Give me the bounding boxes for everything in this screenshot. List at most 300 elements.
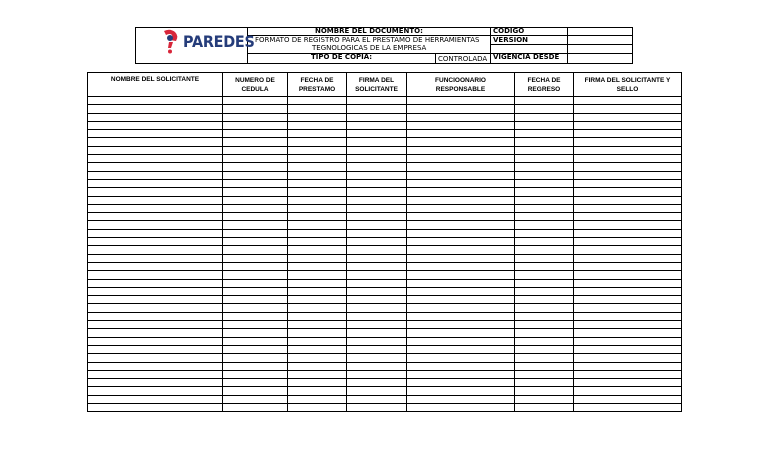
table-row	[88, 188, 682, 196]
table-cell	[407, 105, 515, 113]
table-cell	[88, 229, 223, 237]
table-cell	[515, 246, 574, 254]
table-cell	[515, 188, 574, 196]
table-cell	[574, 271, 682, 279]
table-cell	[407, 204, 515, 212]
table-cell	[347, 403, 407, 411]
table-cell	[88, 395, 223, 403]
table-cell	[223, 179, 288, 187]
col-fecha-prestamo: FECHA DE PRESTAMO	[288, 73, 347, 97]
table-cell	[407, 329, 515, 337]
table-cell	[288, 304, 347, 312]
table-row	[88, 246, 682, 254]
table-cell	[407, 379, 515, 387]
table-cell	[574, 204, 682, 212]
table-cell	[347, 121, 407, 129]
table-cell	[88, 345, 223, 353]
table-cell	[347, 188, 407, 196]
table-cell	[88, 379, 223, 387]
table-cell	[515, 321, 574, 329]
table-cell	[515, 271, 574, 279]
table-cell	[288, 105, 347, 113]
table-cell	[515, 337, 574, 345]
table-cell	[347, 287, 407, 295]
table-cell	[407, 146, 515, 154]
table-cell	[223, 171, 288, 179]
table-cell	[515, 171, 574, 179]
table-cell	[88, 354, 223, 362]
table-cell	[223, 304, 288, 312]
table-cell	[223, 271, 288, 279]
table-cell	[223, 246, 288, 254]
table-cell	[515, 97, 574, 105]
table-cell	[407, 238, 515, 246]
table-cell	[288, 345, 347, 353]
table-cell	[574, 304, 682, 312]
table-row	[88, 370, 682, 378]
table-cell	[88, 296, 223, 304]
table-cell	[223, 155, 288, 163]
table-row	[88, 395, 682, 403]
table-cell	[347, 370, 407, 378]
table-cell	[407, 229, 515, 237]
table-cell	[347, 204, 407, 212]
table-cell	[88, 155, 223, 163]
table-cell	[223, 312, 288, 320]
table-cell	[288, 146, 347, 154]
table-cell	[347, 362, 407, 370]
table-cell	[515, 229, 574, 237]
table-row	[88, 213, 682, 221]
table-cell	[288, 130, 347, 138]
table-cell	[288, 97, 347, 105]
table-cell	[223, 337, 288, 345]
table-cell	[574, 121, 682, 129]
table-cell	[407, 279, 515, 287]
table-cell	[223, 321, 288, 329]
table-cell	[515, 196, 574, 204]
table-cell	[88, 254, 223, 262]
table-row	[88, 204, 682, 212]
header-rule-version	[490, 44, 633, 45]
table-cell	[288, 354, 347, 362]
table-cell	[288, 370, 347, 378]
table-cell	[574, 362, 682, 370]
table-cell	[574, 163, 682, 171]
table-cell	[288, 296, 347, 304]
table-cell	[515, 221, 574, 229]
table-row	[88, 271, 682, 279]
table-cell	[515, 287, 574, 295]
table-cell	[347, 387, 407, 395]
col-nombre-solicitante: NOMBRE DEL SOLICITANTE	[88, 73, 223, 97]
table-cell	[88, 304, 223, 312]
table-row	[88, 155, 682, 163]
table-cell	[407, 130, 515, 138]
table-cell	[347, 213, 407, 221]
table-cell	[88, 188, 223, 196]
table-cell	[288, 121, 347, 129]
table-row	[88, 362, 682, 370]
table-cell	[288, 179, 347, 187]
table-cell	[223, 329, 288, 337]
table-cell	[407, 254, 515, 262]
table-cell	[407, 121, 515, 129]
table-cell	[88, 146, 223, 154]
table-cell	[223, 387, 288, 395]
table-row	[88, 296, 682, 304]
table-cell	[515, 395, 574, 403]
col-firma-sello: FIRMA DEL SOLICITANTE Y SELLO	[574, 73, 682, 97]
table-cell	[515, 312, 574, 320]
table-cell	[407, 163, 515, 171]
table-cell	[347, 304, 407, 312]
table-row	[88, 403, 682, 411]
table-row	[88, 379, 682, 387]
table-cell	[407, 387, 515, 395]
table-row	[88, 329, 682, 337]
table-cell	[223, 362, 288, 370]
table-cell	[347, 312, 407, 320]
table-cell	[288, 312, 347, 320]
table-cell	[88, 271, 223, 279]
table-cell	[515, 403, 574, 411]
table-cell	[88, 204, 223, 212]
table-cell	[407, 179, 515, 187]
table-cell	[515, 379, 574, 387]
table-cell	[288, 196, 347, 204]
table-cell	[223, 279, 288, 287]
table-cell	[347, 395, 407, 403]
table-cell	[515, 262, 574, 270]
table-cell	[574, 146, 682, 154]
table-cell	[574, 329, 682, 337]
table-cell	[288, 379, 347, 387]
table-cell	[347, 271, 407, 279]
table-cell	[574, 246, 682, 254]
table-row	[88, 171, 682, 179]
table-cell	[288, 287, 347, 295]
table-cell	[407, 97, 515, 105]
table-cell	[88, 362, 223, 370]
table-cell	[223, 354, 288, 362]
table-cell	[223, 254, 288, 262]
table-cell	[347, 354, 407, 362]
table-row	[88, 121, 682, 129]
table-cell	[288, 188, 347, 196]
table-cell	[515, 296, 574, 304]
table-row	[88, 97, 682, 105]
paredes-logo-icon	[160, 28, 180, 54]
table-cell	[407, 296, 515, 304]
table-cell	[347, 155, 407, 163]
table-cell	[288, 229, 347, 237]
logo-wordmark: PAREDES	[183, 31, 255, 51]
table-cell	[88, 221, 223, 229]
table-cell	[407, 312, 515, 320]
table-cell	[407, 304, 515, 312]
table-cell	[223, 113, 288, 121]
table-cell	[288, 246, 347, 254]
table-row	[88, 163, 682, 171]
table-cell	[574, 221, 682, 229]
table-cell	[88, 130, 223, 138]
table-cell	[88, 196, 223, 204]
table-row	[88, 354, 682, 362]
table-cell	[574, 345, 682, 353]
table-row	[88, 337, 682, 345]
table-cell	[407, 345, 515, 353]
table-cell	[407, 362, 515, 370]
table-cell	[347, 262, 407, 270]
table-cell	[288, 254, 347, 262]
table-cell	[407, 171, 515, 179]
table-cell	[574, 279, 682, 287]
table-cell	[223, 213, 288, 221]
table-cell	[288, 221, 347, 229]
table-cell	[223, 403, 288, 411]
header-divider-codes	[490, 27, 491, 64]
table-cell	[347, 138, 407, 146]
table-cell	[515, 113, 574, 121]
table-cell	[347, 246, 407, 254]
table-cell	[574, 296, 682, 304]
table-cell	[407, 113, 515, 121]
table-cell	[515, 105, 574, 113]
table-cell	[407, 138, 515, 146]
table-cell	[223, 221, 288, 229]
table-cell	[407, 188, 515, 196]
table-cell	[288, 138, 347, 146]
table-row	[88, 105, 682, 113]
table-cell	[88, 279, 223, 287]
table-cell	[574, 287, 682, 295]
table-cell	[223, 97, 288, 105]
table-row	[88, 254, 682, 262]
table-cell	[515, 354, 574, 362]
table-cell	[574, 262, 682, 270]
table-cell	[288, 395, 347, 403]
table-cell	[288, 171, 347, 179]
vigencia-desde-label: VIGENCIA DESDE	[493, 53, 560, 61]
tipo-copia-label: TIPO DE COPIA:	[311, 53, 373, 61]
table-cell	[574, 155, 682, 163]
table-cell	[88, 321, 223, 329]
table-cell	[407, 370, 515, 378]
table-cell	[347, 163, 407, 171]
table-row	[88, 146, 682, 154]
table-cell	[88, 337, 223, 345]
table-row	[88, 179, 682, 187]
table-row	[88, 138, 682, 146]
table-cell	[347, 229, 407, 237]
version-label: VERSION	[493, 36, 529, 44]
col-funcionario-responsable: FUNCIOONARIO RESPONSABLE	[407, 73, 515, 97]
table-cell	[88, 138, 223, 146]
table-row	[88, 312, 682, 320]
registry-table	[87, 72, 682, 412]
table-cell	[574, 105, 682, 113]
table-cell	[515, 204, 574, 212]
table-cell	[223, 188, 288, 196]
table-cell	[515, 121, 574, 129]
table-row	[88, 130, 682, 138]
document-title-line2: TEGNOLOGICAS DE LA EMPRESA	[312, 44, 427, 52]
table-cell	[288, 262, 347, 270]
table-cell	[515, 163, 574, 171]
table-cell	[88, 97, 223, 105]
col-numero-cedula: NUMERO DE CEDULA	[223, 73, 288, 97]
table-cell	[288, 113, 347, 121]
table-cell	[288, 163, 347, 171]
table-cell	[574, 130, 682, 138]
table-cell	[574, 387, 682, 395]
table-cell	[515, 370, 574, 378]
table-cell	[88, 171, 223, 179]
table-cell	[347, 379, 407, 387]
table-cell	[515, 329, 574, 337]
table-cell	[574, 395, 682, 403]
table-cell	[88, 329, 223, 337]
table-cell	[574, 138, 682, 146]
table-cell	[574, 179, 682, 187]
table-cell	[515, 155, 574, 163]
table-cell	[347, 321, 407, 329]
table-cell	[407, 262, 515, 270]
table-cell	[515, 213, 574, 221]
table-cell	[88, 246, 223, 254]
table-cell	[515, 345, 574, 353]
document-title-line1: FORMATO DE REGISTRO PARA EL PRESTAMO DE HERRAMIENTAS	[255, 36, 480, 44]
table-cell	[347, 105, 407, 113]
table-cell	[288, 279, 347, 287]
col-firma-solicitante: FIRMA DEL SOLICITANTE	[347, 73, 407, 97]
tipo-copia-value: CONTROLADA	[438, 55, 488, 63]
table-cell	[574, 254, 682, 262]
table-cell	[574, 403, 682, 411]
table-cell	[347, 171, 407, 179]
table-cell	[88, 213, 223, 221]
table-cell	[223, 395, 288, 403]
header-divider-values	[567, 27, 568, 64]
table-cell	[515, 138, 574, 146]
table-cell	[574, 171, 682, 179]
table-cell	[407, 354, 515, 362]
table-row	[88, 279, 682, 287]
table-row	[88, 262, 682, 270]
table-cell	[288, 403, 347, 411]
table-row	[88, 221, 682, 229]
table-cell	[574, 229, 682, 237]
table-cell	[347, 179, 407, 187]
table-row	[88, 196, 682, 204]
table-cell	[223, 105, 288, 113]
table-row	[88, 387, 682, 395]
table-cell	[347, 337, 407, 345]
col-fecha-regreso: FECHA DE REGRESO	[515, 73, 574, 97]
table-cell	[88, 262, 223, 270]
table-cell	[347, 296, 407, 304]
table-cell	[515, 146, 574, 154]
table-cell	[407, 221, 515, 229]
table-cell	[515, 254, 574, 262]
table-cell	[347, 221, 407, 229]
table-row	[88, 304, 682, 312]
nombre-documento-label: NOMBRE DEL DOCUMENTO:	[315, 27, 423, 35]
table-cell	[574, 196, 682, 204]
table-cell	[574, 213, 682, 221]
table-row	[88, 345, 682, 353]
table-cell	[223, 379, 288, 387]
table-cell	[347, 146, 407, 154]
table-cell	[347, 113, 407, 121]
table-cell	[347, 345, 407, 353]
table-cell	[574, 379, 682, 387]
table-cell	[574, 97, 682, 105]
table-cell	[407, 213, 515, 221]
table-cell	[223, 163, 288, 171]
table-cell	[347, 329, 407, 337]
table-cell	[574, 337, 682, 345]
table-cell	[223, 229, 288, 237]
table-cell	[288, 204, 347, 212]
table-cell	[288, 213, 347, 221]
table-cell	[88, 312, 223, 320]
table-cell	[223, 121, 288, 129]
table-cell	[288, 321, 347, 329]
table-row	[88, 113, 682, 121]
table-row	[88, 321, 682, 329]
table-cell	[223, 287, 288, 295]
table-cell	[407, 196, 515, 204]
table-cell	[223, 196, 288, 204]
table-cell	[88, 113, 223, 121]
table-cell	[288, 337, 347, 345]
company-logo	[160, 27, 263, 55]
table-cell	[88, 179, 223, 187]
table-cell	[88, 163, 223, 171]
table-cell	[288, 329, 347, 337]
table-cell	[574, 321, 682, 329]
codigo-label: CODIGO	[493, 27, 525, 35]
table-cell	[407, 321, 515, 329]
table-cell	[288, 155, 347, 163]
table-cell	[88, 403, 223, 411]
table-cell	[574, 188, 682, 196]
table-cell	[223, 370, 288, 378]
table-cell	[288, 387, 347, 395]
table-cell	[407, 246, 515, 254]
table-cell	[347, 130, 407, 138]
table-cell	[347, 196, 407, 204]
table-cell	[515, 179, 574, 187]
table-cell	[407, 287, 515, 295]
table-cell	[223, 262, 288, 270]
table-cell	[88, 105, 223, 113]
table-body	[88, 97, 682, 412]
table-header-row	[88, 73, 682, 97]
table-row	[88, 287, 682, 295]
table-cell	[347, 279, 407, 287]
table-cell	[223, 204, 288, 212]
table-cell	[407, 395, 515, 403]
table-cell	[407, 271, 515, 279]
table-cell	[88, 370, 223, 378]
table-cell	[515, 130, 574, 138]
table-cell	[88, 287, 223, 295]
table-cell	[574, 312, 682, 320]
table-cell	[407, 403, 515, 411]
